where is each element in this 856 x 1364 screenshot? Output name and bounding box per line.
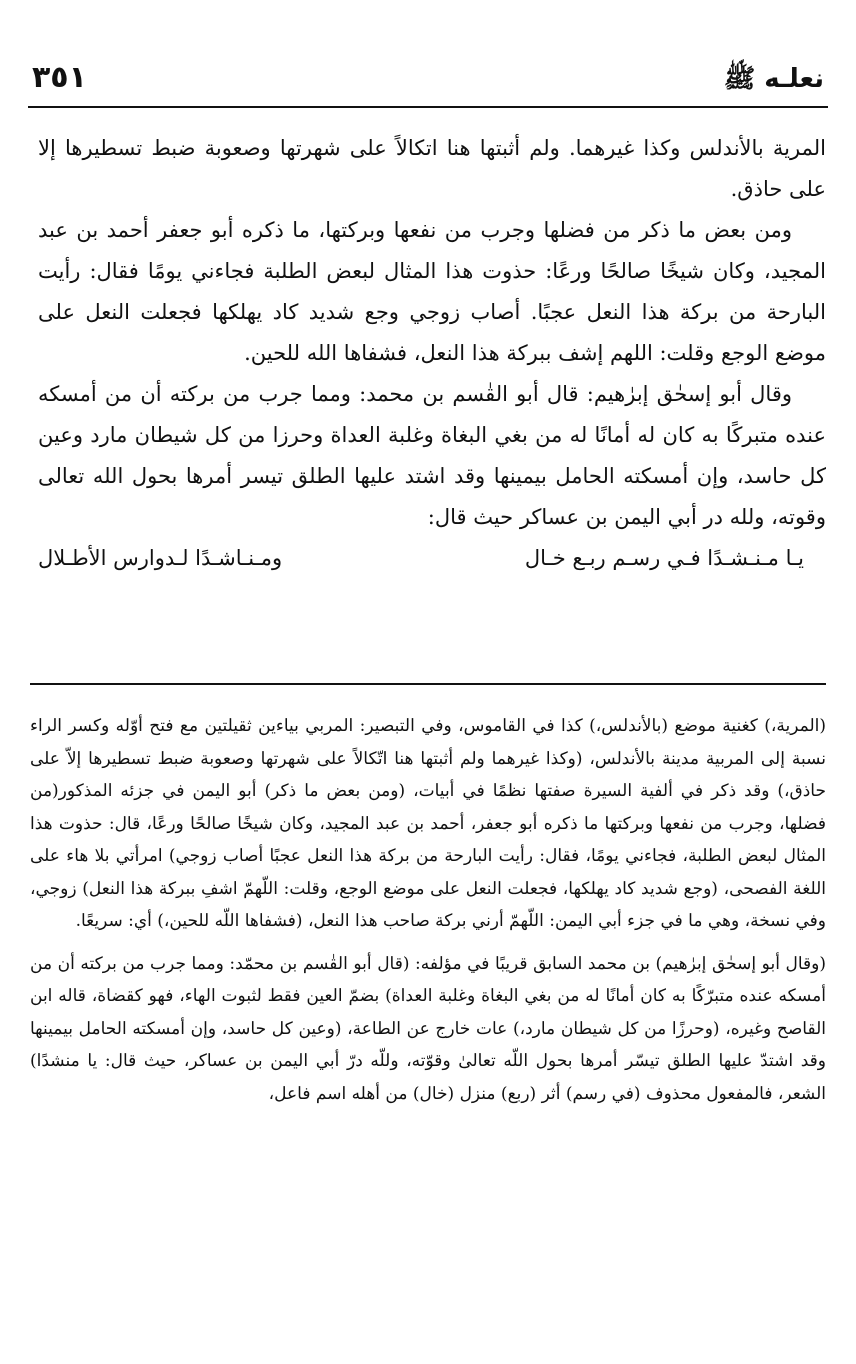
page-number: ٣٥١ xyxy=(32,60,87,95)
main-paragraph-3: وقال أبو إسحٰق إبرٰهيم: قال أبو القٰسم بن محمد: ومما جرب من بركته أن من أمسكه عنده متبركًا به كان له أمانًا له من بغي البغاة وغلبة العداة وحرزا من كل شيطان مارد وعين كل حاسد، وإن أمسكته الحامل بيمينها وقد اشتد عليها الطلق تيسر أمرها بحول الله تعالى وقوته، ولله در أبي اليمن بن عساكر حيث قال: xyxy=(38,382,826,529)
footnote-divider xyxy=(30,683,826,685)
commentary xyxy=(30,710,826,1120)
verse-first-hemistich: يـا مـنـشـدًا فـي رسـم ربـع خـال xyxy=(524,546,804,570)
commentary-paragraph-1: (المرية،) كغنية موضع (بالأندلس،) كذا في القاموس، وفي التبصير: المربي بياءين ثقيلتين مع فتح أوّله وكسر الراء نسبة إلى المربية مدينة بالأندلس، (وكذا غيرهما ولم أثبتها هنا اتّكالاً على شهرتها وصعوبة ضبط تسطيرها إلاّ على حاذق،) وقد ذكر في ألفية السيرة صفتها نظمًا في أبيات، (ومن بعض ما ذكر) أبو اليمن في جزئه المذكور(من فضلها، وجرب من نفعها وبركتها ما ذكره أبو جعفر، أحمد بن عبد المجيد، وكان شيخًا صالحًا ورعًا، قال: حذوت هذا المثال لبعض الطلبة، فجاءني يومًا، فقال: رأيت البارحة من بركة هذا النعل عجبًا أصاب زوجي) امرأتي بلا هاء على اللغة الفصحى، (وجع شديد كاد يهلكها، فجعلت النعل على موضع الوجع، وقلت: اللّهمّ اشفِ ببركة هذا النعل) زوجي، وفي نسخة، وهي ما في جزء أبي اليمن: اللّهمّ أرني بركة صاحب هذا النعل، (فشفاها اللّه للحين،) أي: سريعًا. xyxy=(30,716,826,931)
poem-verse xyxy=(38,538,826,578)
page-header xyxy=(28,56,828,108)
verse-second-hemistich: ومـنـاشـدًا لـدوارس الأطـلال xyxy=(38,546,283,570)
main-paragraph-1: المرية بالأندلس وكذا غيرهما. ولم أثبتها هنا اتكالاً على شهرتها وصعوبة ضبط تسطيرها إلا على حاذق. xyxy=(38,136,826,201)
main-text xyxy=(38,128,826,578)
main-paragraph-2: ومن بعض ما ذكر من فضلها وجرب من نفعها وبركتها، ما ذكره أبو جعفر أحمد بن عبد المجيد، وكان شيخًا صالحًا ورعًا: حذوت هذا المثال لبعض الطلبة فجاءني يومًا فقال: رأيت البارحة من بركة هذا النعل عجبًا. أصاب زوجي وجع شديد كاد يهلكها فجعلت النعل على موضع الوجع وقلت: اللهم إشف ببركة هذا النعل، فشفاها الله للحين. xyxy=(38,218,826,365)
running-title: نعلـه ﷺ xyxy=(723,64,824,94)
commentary-paragraph-2: (وقال أبو إسحٰق إبرٰهيم) بن محمد السابق قريبًا في مؤلفه: (قال أبو القٰسم بن محمّد: ومما جرب من بركته أن من أمسكه عنده متبرّكًا به كان أمانًا له من بغي البغاة وغلبة العداة) بضمّ العين فقط لثبوت الهاء، فهو كقضاة، قاله ابن القاصح وغيره، (وحرزًا من كل شيطان مارد،) عات خارج عن الطاعة، (وعين كل حاسد، وإن أمسكته الحامل بيمينها وقد اشتدّ عليها الطلق تيسّر أمرها بحول اللّه تعالىٰ وقوّته، وللّه درّ أبي اليمن بن عساكر، حيث قال: يا منشدًا) الشعر، فالمفعول محذوف (في رسم) أثر (ربع) منزل (خال) من أهله اسم فاعل، xyxy=(30,953,826,1104)
